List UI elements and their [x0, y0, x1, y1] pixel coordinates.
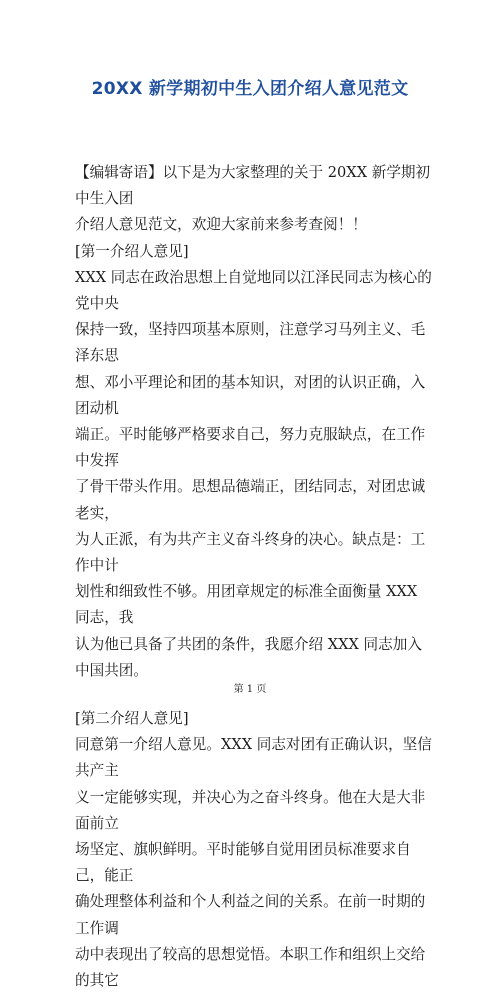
body-line: 同意第一介绍人意见。XXX 同志对团有正确认识，坚信共产主	[75, 736, 432, 780]
body-line: 认为他已具备了共团的条件，我愿介绍 XXX 同志加入中国共团。	[75, 635, 422, 679]
document-title: 20XX 新学期初中生入团介绍人意见范文	[91, 79, 409, 99]
body-line: 划性和细致性不够。用团章规定的标准全面衡量 XXX 同志，我	[75, 583, 418, 627]
body-line: 为人正派，有为共产主义奋斗终身的决心。缺点是：工作中计	[75, 530, 426, 575]
document-body	[75, 160, 435, 994]
section-heading-second: [第二介绍人意见]	[75, 710, 189, 728]
body-line: 义一定能够实现，并决心为之奋斗终身。他在大是大非面前立	[75, 788, 426, 832]
body-line: XXX 同志在政治思想上自觉地同以江泽民同志为核心的党中央	[75, 268, 432, 313]
section-heading-first: [第一介绍人意见]	[75, 242, 189, 260]
page-number: 第 1 页	[233, 684, 267, 695]
body-line: 想、邓小平理论和团的基本知识，对团的认识正确，入团动机	[75, 373, 426, 417]
body-line: 场坚定、旗帜鲜明。平时能够自觉用团员标准要求自己，能正	[75, 841, 411, 885]
body-line: 保持一致，坚持四项基本原则，注意学习马列主义、毛泽东思	[75, 321, 426, 365]
intro-line: 【编辑寄语】以下是为大家整理的关于 20XX 新学期初中生入团	[75, 164, 431, 208]
body-line: 了骨干带头作用。思想品德端正，团结同志，对团忠诚老实，	[75, 478, 426, 522]
body-line: 动中表现出了较高的思想觉悟。本职工作和组织上交给的其它	[75, 945, 426, 990]
body-line: 确处理整体利益和个人利益之间的关系。在前一时期的工作调	[75, 893, 426, 937]
intro-line: 介绍人意见范文，欢迎大家前来参考查阅！！	[75, 216, 367, 234]
body-line: 端正。平时能够严格要求自己，努力克服缺点，在工作中发挥	[75, 426, 426, 470]
